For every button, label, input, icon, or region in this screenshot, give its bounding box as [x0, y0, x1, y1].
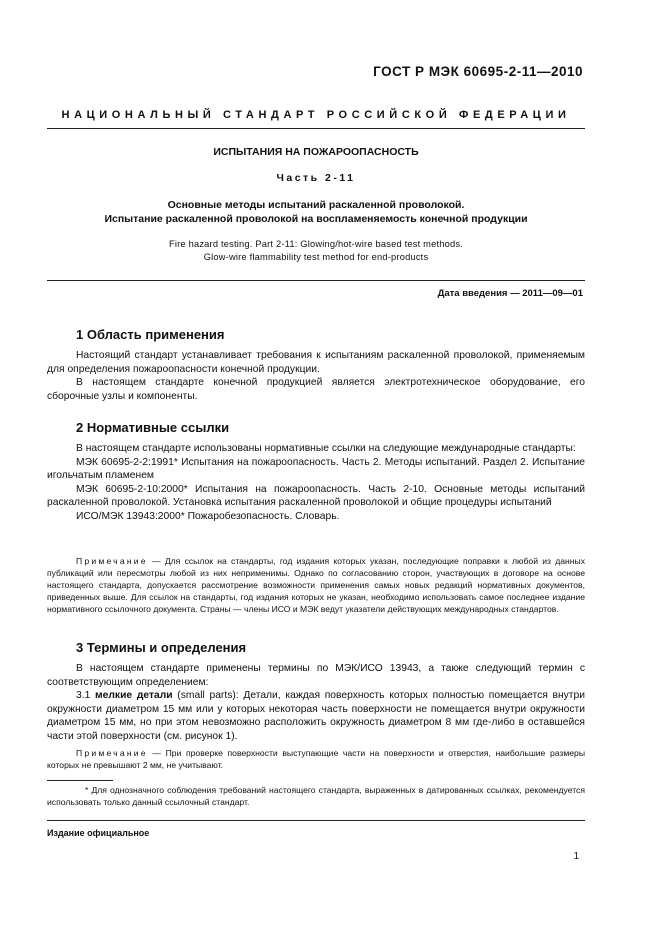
english-title-line-1: Fire hazard testing. Part 2-11: Glowing/hot-wire based test methods. — [168, 239, 464, 249]
term-number: 3.1 — [76, 690, 96, 702]
intro-date-rule — [47, 280, 585, 281]
section-2-paragraph-1: В настоящем стандарте использованы нормативные ссылки на следующие международные стандарты: — [76, 443, 576, 454]
section-3-paragraph-1: В настоящем стандарте применены термины по МЭК/ИСО 13943, а также следующий термин с соответствующим определением: — [47, 663, 585, 688]
subtitle-line-1: Основные методы испытаний раскаленной проволокой. — [167, 199, 465, 211]
english-title — [47, 238, 585, 264]
term-definition — [47, 689, 585, 743]
header-rule — [47, 128, 585, 129]
term-name: мелкие детали — [95, 690, 173, 702]
english-title-line-2: Glow-wire flammability test method for end-products — [203, 252, 429, 262]
section-1-paragraph-1: Настоящий стандарт устанавливает требования к испытаниям раскаленной проволокой, применяемым для определения пожароопасности конечной продукции. — [47, 350, 585, 375]
section-2-heading: 2 Нормативные ссылки — [76, 420, 230, 435]
note-label: Примечание — [76, 556, 148, 566]
standard-part: Часть 2-11 — [276, 172, 356, 184]
national-standard-banner: НАЦИОНАЛЬНЫЙ СТАНДАРТ РОССИЙСКОЙ ФЕДЕРАЦИИ — [61, 109, 571, 121]
term-english: (small parts) — [172, 690, 236, 702]
standard-subtitle — [47, 198, 585, 226]
term-text: : Детали, каждая поверхность которых полностью помещается внутри окружности диаметром 15 мм или у которых некоторая часть поверхности не помещается внутри окружности диаметром 15 мм, но при этом невозможно расположить окружность диаметром 8 мм где-либо в оставшейся части этой поверхности (см. рисунок 1). — [47, 690, 586, 742]
section-3-body — [47, 662, 585, 744]
section-3-heading: 3 Термины и определения — [76, 640, 247, 655]
note-text: — Для ссылок на стандарты, год издания которых указан, последующие поправки к любой из данных публикаций или пересмотры любой из них неприменимы. Однако по согласованию сторон, участвующих в договоре на основе настоящего стандарта, допускается рассмотрение возможности применения самых новых редакций нормативных документов, приведенных выше. Для ссылок на стандарты, год издания которых не указан, необходимо использовать самое последнее издание нормативного ссылочного документа. Страны — члены ИСО и МЭК ведут указатели действующих международных стандартов. — [47, 556, 585, 614]
section-2-body — [47, 442, 585, 524]
footnote — [47, 784, 585, 808]
footnote-rule — [47, 780, 113, 781]
section-3-note — [47, 747, 585, 771]
page-number: 1 — [573, 851, 579, 862]
official-edition: Издание официальное — [47, 828, 150, 838]
subtitle-line-2: Испытание раскаленной проволокой на воспламеняемость конечной продукции — [104, 213, 528, 225]
note-label: Примечание — [76, 748, 148, 758]
footer-rule — [47, 820, 585, 821]
note-text: — При проверке поверхности выступающие части на поверхности и отверстия, наибольшие размеры которых не превышают 2 мм, не учитывают. — [47, 748, 585, 770]
introduction-date: Дата введения — 2011—09—01 — [437, 288, 583, 299]
section-1-heading: 1 Область применения — [76, 327, 225, 342]
document-id: ГОСТ Р МЭК 60695-2-11—2010 — [373, 64, 583, 79]
footnote-text: * Для однозначного соблюдения требований настоящего стандарта, выраженных в датированных ссылках, рекомендуется использовать только данный ссылочный стандарт. — [47, 785, 585, 807]
section-1-paragraph-2: В настоящем стандарте конечной продукцией является электротехническое оборудование, его сборочные узлы и компоненты. — [47, 377, 585, 402]
reference-1: МЭК 60695-2-2:1991* Испытания на пожароопасность. Часть 2. Методы испытаний. Раздел 2. Испытание игольчатым пламенем — [47, 456, 585, 482]
section-1-body — [47, 349, 585, 403]
reference-2: МЭК 60695-2-10:2000* Испытания на пожароопасность. Часть 2-10. Основные методы испытаний раскаленной проволокой. Установка испытания раскаленной проволокой и общие процедуры испытаний — [47, 483, 585, 509]
section-2-note — [47, 555, 585, 615]
standard-title: ИСПЫТАНИЯ НА ПОЖАРООПАСНОСТЬ — [213, 146, 419, 158]
reference-3: ИСО/МЭК 13943:2000* Пожаробезопасность. Словарь. — [76, 510, 340, 522]
